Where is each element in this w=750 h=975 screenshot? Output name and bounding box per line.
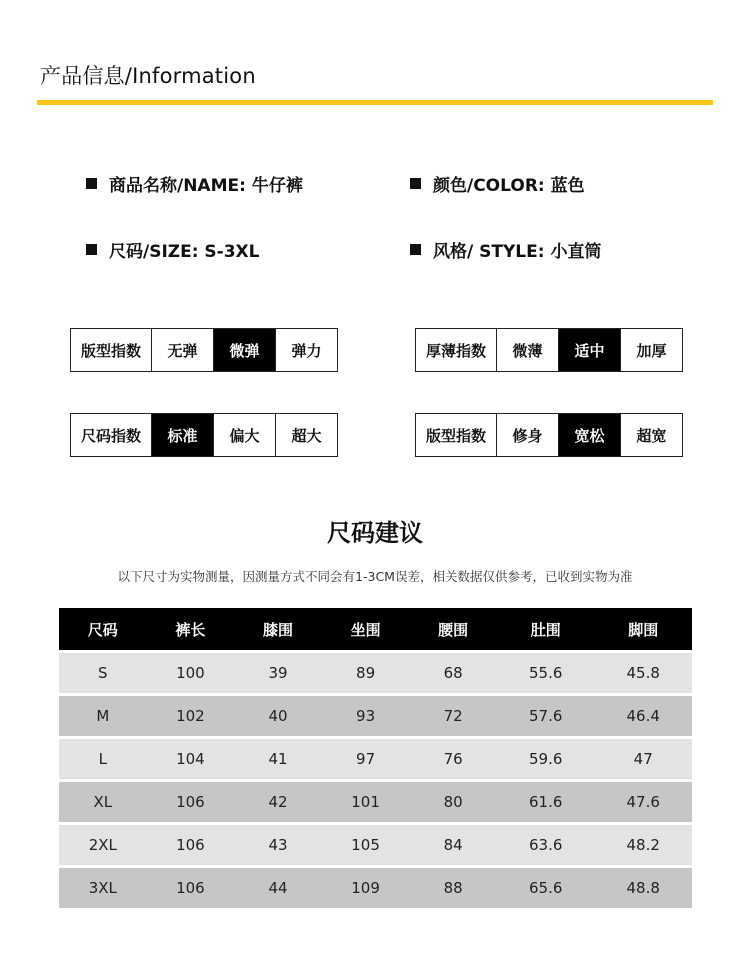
table-cell: 42 [234,781,322,824]
index-label: 版型指数 [416,414,496,456]
table-cell: 93 [322,695,410,738]
table-cell: 89 [322,652,410,695]
index-option: 宽松 [558,414,620,456]
table-cell: M [59,695,147,738]
table-cell: 72 [409,695,497,738]
table-cell: 47 [594,738,692,781]
table-cell: 47.6 [594,781,692,824]
info-style [410,237,601,262]
info-size [86,237,260,262]
table-cell: 48.8 [594,867,692,909]
table-cell: 106 [147,824,235,867]
square-bullet-icon [86,244,97,255]
table-cell: 2XL [59,824,147,867]
column-header: 裤长 [147,608,235,652]
table-cell: 104 [147,738,235,781]
size-chart-note: 以下尺寸为实物测量，因测量方式不同会有1-3CM误差，相关数据仅供参考，已收到实物为准 [117,569,633,584]
table-cell: 84 [409,824,497,867]
table-cell: 41 [234,738,322,781]
index-option: 超大 [275,414,337,456]
table-cell: L [59,738,147,781]
index-label: 版型指数 [71,329,151,371]
table-cell: 46.4 [594,695,692,738]
table-row [59,652,692,695]
table-cell: 3XL [59,867,147,909]
table-cell: 97 [322,738,410,781]
table-cell: 101 [322,781,410,824]
table-cell: S [59,652,147,695]
table-cell: 105 [322,824,410,867]
index-option: 超宽 [620,414,682,456]
info-color-text: 颜色/COLOR: 蓝色 [433,176,585,196]
index-option: 适中 [558,329,620,371]
table-cell: XL [59,781,147,824]
table-cell: 63.6 [497,824,594,867]
size-chart-table [59,608,692,908]
index-label: 厚薄指数 [416,329,496,371]
size-chart-title: 尺码建议 [327,519,423,547]
table-cell: 109 [322,867,410,909]
square-bullet-icon [410,244,421,255]
table-cell: 76 [409,738,497,781]
column-header: 尺码 [59,608,147,652]
info-size-text: 尺码/SIZE: S-3XL [109,242,260,262]
index-option: 微弹 [213,329,275,371]
size-index-table [70,413,338,457]
column-header: 膝围 [234,608,322,652]
table-cell: 57.6 [497,695,594,738]
table-cell: 48.2 [594,824,692,867]
table-cell: 59.6 [497,738,594,781]
table-cell: 55.6 [497,652,594,695]
index-option: 弹力 [275,329,337,371]
column-header: 脚围 [594,608,692,652]
table-cell: 106 [147,781,235,824]
info-name [86,171,303,196]
section-title: 产品信息/Information [40,64,256,88]
table-cell: 61.6 [497,781,594,824]
table-cell: 80 [409,781,497,824]
table-cell: 88 [409,867,497,909]
table-cell: 43 [234,824,322,867]
table-cell: 106 [147,867,235,909]
column-header: 腰围 [409,608,497,652]
table-row [59,695,692,738]
index-option: 偏大 [213,414,275,456]
square-bullet-icon [86,178,97,189]
index-option: 修身 [496,414,558,456]
table-cell: 68 [409,652,497,695]
column-header: 坐围 [322,608,410,652]
index-label: 尺码指数 [71,414,151,456]
info-name-text: 商品名称/NAME: 牛仔裤 [109,176,303,196]
index-option: 加厚 [620,329,682,371]
column-header: 肚围 [497,608,594,652]
thickness-index-table [415,328,683,372]
table-cell: 45.8 [594,652,692,695]
table-header-row [59,608,692,652]
table-cell: 100 [147,652,235,695]
table-row [59,824,692,867]
index-option: 标准 [151,414,213,456]
square-bullet-icon [410,178,421,189]
index-option: 微薄 [496,329,558,371]
table-cell: 44 [234,867,322,909]
info-color [410,171,585,196]
table-cell: 40 [234,695,322,738]
info-style-text: 风格/ STYLE: 小直筒 [433,242,602,262]
table-cell: 39 [234,652,322,695]
table-row [59,738,692,781]
table-row [59,867,692,909]
shape-index-table [415,413,683,457]
table-cell: 65.6 [497,867,594,909]
index-option: 无弹 [151,329,213,371]
fit-index-table [70,328,338,372]
table-row [59,781,692,824]
table-cell: 102 [147,695,235,738]
title-underline [37,100,713,105]
